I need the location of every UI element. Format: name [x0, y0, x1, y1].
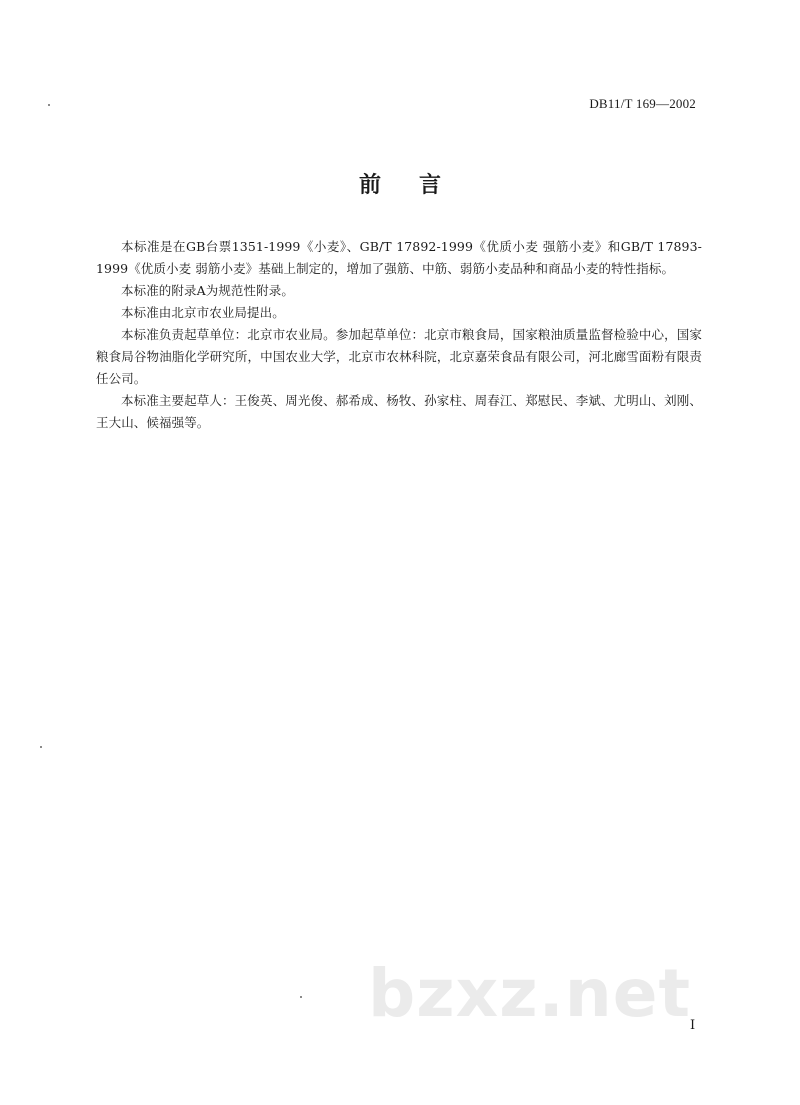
standard-code: DB11/T 169—2002 [589, 96, 696, 111]
foreword-paragraph: 本标准负责起草单位：北京市农业局。参加起草单位：北京市粮食局，国家粮油质量监督检验中心，国家粮食局谷物油脂化学研究所，中国农业大学，北京市农林科院，北京嘉荣食品有限公司，河北廊雪面粉有限责任公司。 [96, 327, 702, 386]
watermark: bzxz.net [368, 955, 692, 1032]
scan-speck [300, 996, 302, 998]
foreword-paragraph: 本标准的附录A为规范性附录。 [121, 283, 294, 298]
foreword-paragraph: 本标准由北京市农业局提出。 [121, 305, 285, 320]
scan-speck [40, 746, 42, 748]
page-number: I [690, 1018, 696, 1033]
foreword-paragraph: 本标准主要起草人：王俊英、周光俊、郝希成、杨牧、孙家柱、周春江、郑慰民、李斌、尤明山、刘刚、王大山、候福强等。 [96, 393, 702, 430]
page-title: 前言 [358, 172, 479, 198]
foreword-paragraph: 本标准是在GB台票1351-1999《小麦》、GB/T 17892-1999《优质小麦 强筋小麦》和GB/T 17893-1999《优质小麦 弱筋小麦》基础上制定的，增加了强筋、中筋、弱筋小麦品种和商品小麦的特性指标。 [96, 239, 702, 276]
foreword-body [96, 236, 702, 434]
scan-speck [48, 104, 50, 106]
